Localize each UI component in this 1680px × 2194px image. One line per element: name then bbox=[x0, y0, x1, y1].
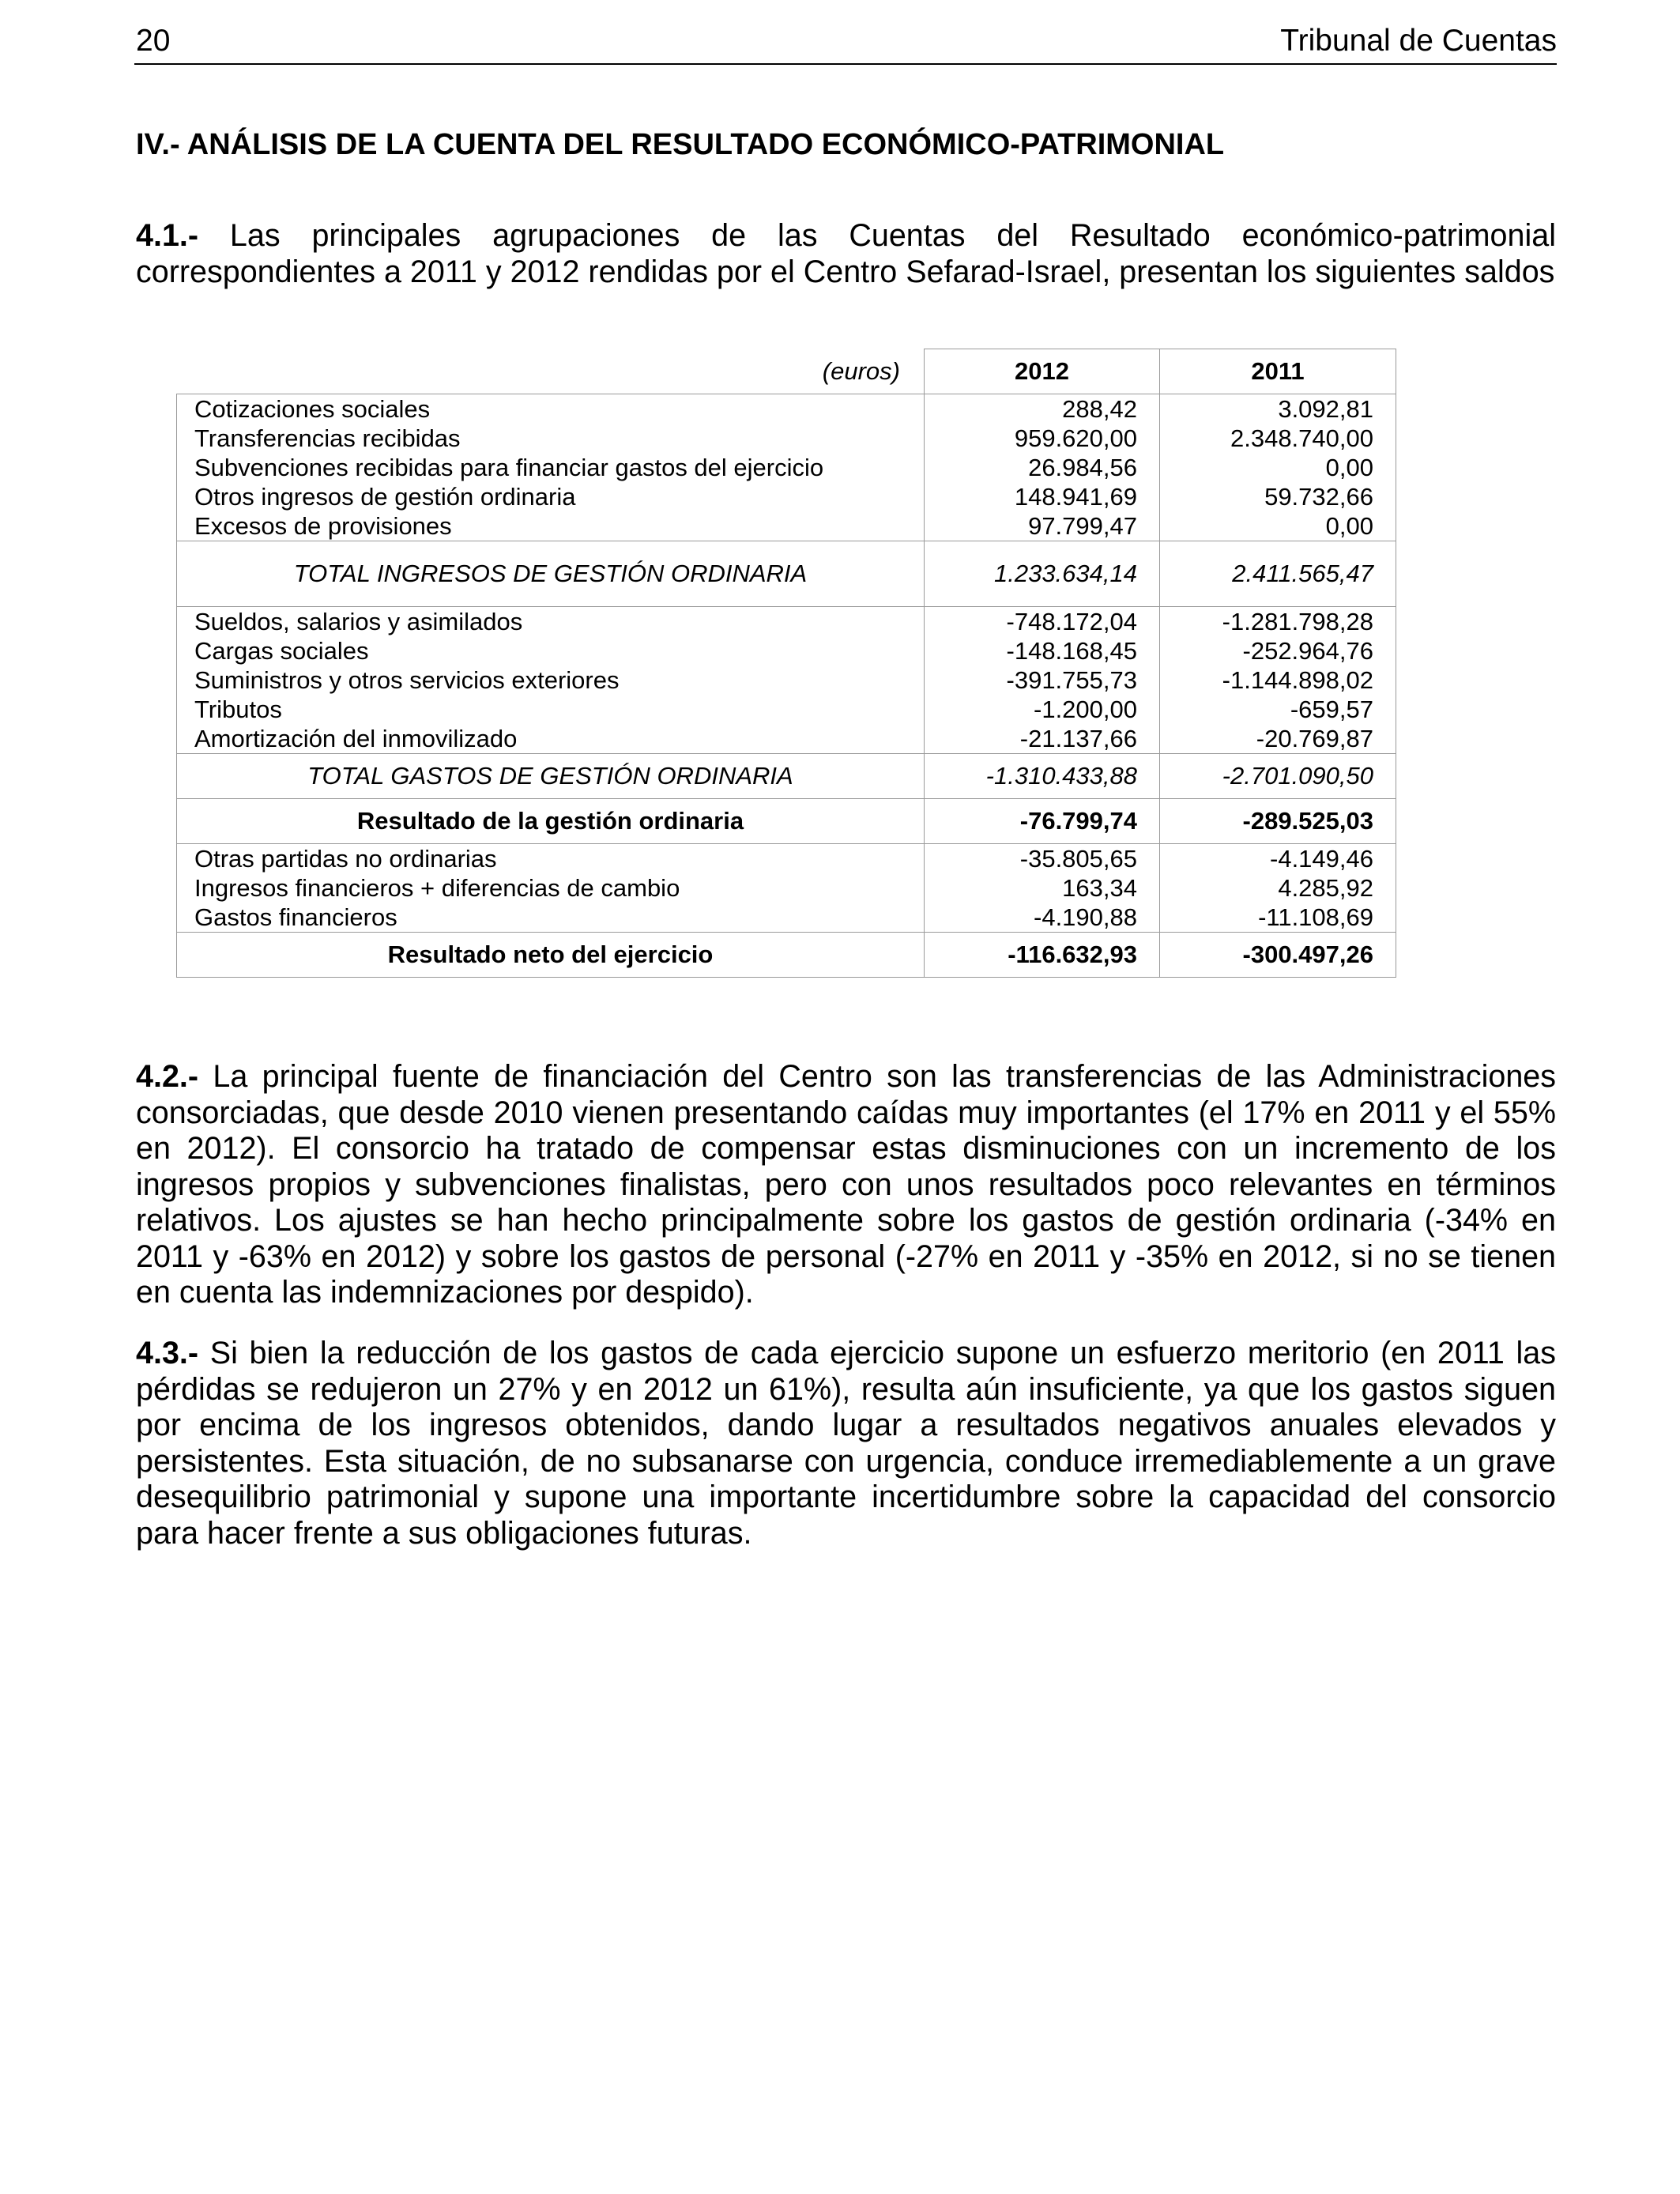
cell-value: 4.285,92 bbox=[1278, 874, 1373, 902]
total-gastos-2011: -2.701.090,50 bbox=[1160, 754, 1396, 799]
paragraph-4-2 bbox=[136, 1059, 1556, 1311]
total-gastos-row bbox=[177, 754, 1396, 799]
cell-value: -252.964,76 bbox=[1242, 637, 1373, 665]
cell-value: -1.200,00 bbox=[1034, 696, 1137, 723]
unit-label: (euros) bbox=[177, 349, 925, 394]
resultado-neto-label: Resultado neto del ejercicio bbox=[177, 933, 925, 978]
cell-value: -148.168,45 bbox=[1006, 637, 1137, 665]
financial-table bbox=[176, 349, 1396, 978]
paragraph-4-1 bbox=[136, 218, 1556, 290]
row-label: Gastos financieros bbox=[194, 903, 397, 931]
cell-value: -659,57 bbox=[1290, 696, 1373, 723]
cell-value: -20.769,87 bbox=[1256, 725, 1373, 752]
paragraph-number: 4.2.- bbox=[136, 1059, 199, 1094]
row-label: Ingresos financieros + diferencias de cambio bbox=[194, 874, 680, 902]
paragraph-number: 4.1.- bbox=[136, 218, 199, 253]
cell-value: 97.799,47 bbox=[1028, 512, 1137, 540]
ingresos-labels bbox=[177, 394, 925, 541]
cell-value: -4.190,88 bbox=[1034, 903, 1137, 931]
cell-value: 959.620,00 bbox=[1014, 424, 1137, 452]
cell-value: -21.137,66 bbox=[1019, 725, 1137, 752]
table-header-row bbox=[177, 349, 1396, 394]
resultado-gestion-label: Resultado de la gestión ordinaria bbox=[177, 799, 925, 844]
cell-value: 59.732,66 bbox=[1264, 483, 1373, 511]
row-label: Subvenciones recibidas para financiar gastos del ejercicio bbox=[194, 454, 824, 481]
resultado-neto-2012: -116.632,93 bbox=[925, 933, 1160, 978]
cell-value: -11.108,69 bbox=[1258, 903, 1373, 931]
cell-value: -35.805,65 bbox=[1019, 845, 1137, 873]
resultado-gestion-row bbox=[177, 799, 1396, 844]
row-label: Cotizaciones sociales bbox=[194, 395, 431, 423]
section-title: IV.- ANÁLISIS DE LA CUENTA DEL RESULTADO ECONÓMICO-PATRIMONIAL bbox=[136, 128, 1225, 161]
cell-value: -4.149,46 bbox=[1270, 845, 1373, 873]
cell-value: -391.755,73 bbox=[1006, 666, 1137, 694]
cell-value: -1.281.798,28 bbox=[1222, 608, 1373, 635]
total-ingresos-2012: 1.233.634,14 bbox=[925, 541, 1160, 607]
row-label: Otras partidas no ordinarias bbox=[194, 845, 497, 873]
page-number: 20 bbox=[136, 24, 171, 58]
paragraph-number: 4.3.- bbox=[136, 1336, 199, 1370]
column-header-2011: 2011 bbox=[1160, 349, 1396, 394]
cell-value: 0,00 bbox=[1325, 454, 1373, 481]
gastos-2011 bbox=[1160, 607, 1396, 754]
total-gastos-label: TOTAL GASTOS DE GESTIÓN ORDINARIA bbox=[177, 754, 925, 799]
row-label: Otros ingresos de gestión ordinaria bbox=[194, 483, 576, 511]
cell-value: 163,34 bbox=[1062, 874, 1137, 902]
ingresos-2011 bbox=[1160, 394, 1396, 541]
resultado-gestion-2012: -76.799,74 bbox=[925, 799, 1160, 844]
cell-value: 26.984,56 bbox=[1028, 454, 1137, 481]
page-header bbox=[134, 22, 1557, 65]
header-title: Tribunal de Cuentas bbox=[1280, 24, 1557, 58]
otras-group bbox=[177, 844, 1396, 933]
cell-value: 148.941,69 bbox=[1014, 483, 1137, 511]
cell-value: 288,42 bbox=[1062, 395, 1137, 423]
paragraph-4-3 bbox=[136, 1336, 1556, 1551]
cell-value: -748.172,04 bbox=[1006, 608, 1137, 635]
otras-2011 bbox=[1160, 844, 1396, 933]
resultado-gestion-2011: -289.525,03 bbox=[1160, 799, 1396, 844]
row-label: Cargas sociales bbox=[194, 637, 369, 665]
cell-value: -1.144.898,02 bbox=[1222, 666, 1373, 694]
gastos-2012 bbox=[925, 607, 1160, 754]
otras-labels bbox=[177, 844, 925, 933]
total-ingresos-row bbox=[177, 541, 1396, 607]
resultado-neto-row bbox=[177, 933, 1396, 978]
total-ingresos-2011: 2.411.565,47 bbox=[1160, 541, 1396, 607]
ingresos-group bbox=[177, 394, 1396, 541]
resultado-neto-2011: -300.497,26 bbox=[1160, 933, 1396, 978]
total-gastos-2012: -1.310.433,88 bbox=[925, 754, 1160, 799]
total-ingresos-label: TOTAL INGRESOS DE GESTIÓN ORDINARIA bbox=[177, 541, 925, 607]
ingresos-2012 bbox=[925, 394, 1160, 541]
row-label: Excesos de provisiones bbox=[194, 512, 452, 540]
row-label: Transferencias recibidas bbox=[194, 424, 461, 452]
row-label: Tributos bbox=[194, 696, 282, 723]
gastos-labels bbox=[177, 607, 925, 754]
gastos-group bbox=[177, 607, 1396, 754]
column-header-2012: 2012 bbox=[925, 349, 1160, 394]
cell-value: 3.092,81 bbox=[1278, 395, 1373, 423]
otras-2012 bbox=[925, 844, 1160, 933]
row-label: Amortización del inmovilizado bbox=[194, 725, 518, 752]
paragraph-text: Si bien la reducción de los gastos de cada ejercicio supone un esfuerzo meritorio (en 2011 las pérdidas se redujeron un 27% y en 2012 un 61%), resulta aún insuficiente, ya que los gastos siguen por encima de los ingresos obtenidos, dando lugar a resultados negativos anuales elevados y persistentes. Esta situación, de no subsanarse con urgencia, conduce irremediablemente a un grave desequilibrio patrimonial y supone una importante incertidumbre sobre la capacidad del consorcio para hacer frente a sus obligaciones futuras. bbox=[136, 1336, 1556, 1551]
row-label: Sueldos, salarios y asimilados bbox=[194, 608, 523, 635]
paragraph-text: Las principales agrupaciones de las Cuentas del Resultado económico-patrimonial correspondientes a 2011 y 2012 rendidas por el Centro Sefarad-Israel, presentan los siguientes saldos bbox=[136, 218, 1556, 289]
row-label: Suministros y otros servicios exteriores bbox=[194, 666, 620, 694]
paragraph-text: La principal fuente de financiación del Centro son las transferencias de las Administraciones consorciadas, que desde 2010 vienen presentando caídas muy importantes (el 17% en 2011 y el 55% en 2012). El consorcio ha tratado de compensar estas disminuciones con un incremento de los ingresos propios y subvenciones finalistas, pero con unos resultados poco relevantes en términos relativos. Los ajustes se han hecho principalmente sobre los gastos de gestión ordinaria (-34% en 2011 y -63% en 2012) y sobre los gastos de personal (-27% en 2011 y -35% en 2012, si no se tienen en cuenta las indemnizaciones por despido). bbox=[136, 1059, 1556, 1310]
cell-value: 0,00 bbox=[1325, 512, 1373, 540]
cell-value: 2.348.740,00 bbox=[1230, 424, 1373, 452]
